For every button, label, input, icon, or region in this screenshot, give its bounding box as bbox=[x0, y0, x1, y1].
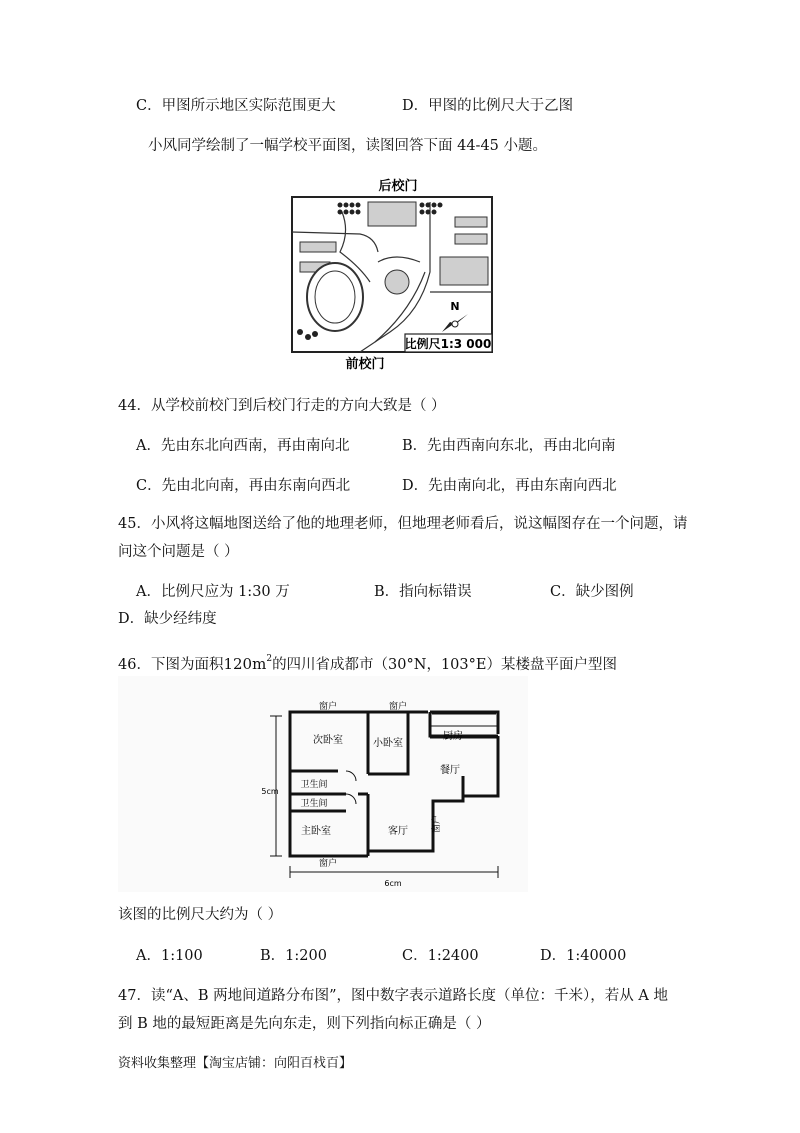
area-number: 120 bbox=[223, 655, 253, 673]
q45-stem-line1: 45．小风将这幅地图送给了他的地理老师，但地理老师看后，说这幅图存在一个问题，请 bbox=[118, 516, 688, 532]
building-right-1 bbox=[455, 217, 487, 227]
door-arc-1 bbox=[346, 771, 356, 781]
q44-option-d: D．先由南向北，再由东南向西北 bbox=[402, 478, 617, 494]
wall-right bbox=[464, 736, 498, 796]
label-bathroom-1: 卫生间 bbox=[300, 780, 328, 790]
area-formula bbox=[223, 655, 272, 673]
floor-plan bbox=[118, 676, 528, 892]
sports-field bbox=[315, 271, 355, 323]
intro-44-45: 小风同学绘制了一幅学校平面图，读图回答下面 44-45 小题。 bbox=[148, 138, 548, 154]
label-dining: 餐厅 bbox=[440, 765, 460, 776]
fountain bbox=[385, 270, 409, 294]
school-map bbox=[280, 172, 510, 372]
building-top bbox=[368, 202, 416, 226]
label-kitchen: 厨房 bbox=[443, 731, 463, 742]
q44-option-a: A．先由东北向西南，再由南向北 bbox=[136, 438, 350, 454]
dim-height: 5cm bbox=[261, 787, 279, 796]
q45-option-c: C．缺少图例 bbox=[550, 584, 634, 600]
q46-option-d: D．1:40000 bbox=[540, 948, 627, 964]
q44-option-c: C．先由北向南，再由东南向西北 bbox=[136, 478, 351, 494]
scale-text: 比例尺1:3 000 bbox=[404, 337, 492, 351]
q46-option-c: C．1:2400 bbox=[402, 948, 479, 964]
q46-stem-prefix: 46．下图为面积 bbox=[118, 657, 224, 673]
north-letter: N bbox=[450, 300, 460, 313]
area-exponent: 2 bbox=[266, 654, 273, 664]
q45-option-b: B．指向标错误 bbox=[374, 584, 472, 600]
q44-option-b: B．先由西南向东北，再由北向南 bbox=[402, 438, 616, 454]
q46-option-a: A．1:100 bbox=[136, 948, 203, 964]
label-master-bedroom: 主卧室 bbox=[301, 826, 331, 837]
building-left-1 bbox=[300, 242, 336, 252]
q46-stem bbox=[118, 651, 617, 675]
q45-option-d: D．缺少经纬度 bbox=[118, 611, 217, 627]
school-map-bottom-gate: 前校门 bbox=[345, 357, 385, 372]
window-bottom: 窗户 bbox=[318, 859, 338, 869]
area-unit: m bbox=[252, 655, 267, 673]
q46-option-b: B．1:200 bbox=[260, 948, 327, 964]
school-map-top-gate: 后校门 bbox=[378, 179, 418, 194]
q47-line1: 47．读“A、B 两地间道路分布图”，图中数字表示道路长度（单位：千米），若从 A 地 bbox=[118, 988, 668, 1004]
label-bathroom-2: 卫生间 bbox=[300, 799, 328, 809]
window-top-mid: 窗户 bbox=[388, 702, 408, 712]
label-second-bedroom: 次卧室 bbox=[313, 735, 343, 746]
q47-line2: 到 B 地的最短距离是先向东走，则下列指向标正确是（ ） bbox=[118, 1016, 491, 1032]
q46-followup: 该图的比例尺大约为（ ） bbox=[118, 907, 283, 923]
building-right-2 bbox=[455, 234, 487, 244]
q44-stem: 44．从学校前校门到后校门行走的方向大致是（ ） bbox=[118, 398, 446, 414]
wall-living bbox=[368, 776, 463, 851]
door-arc-2 bbox=[346, 794, 356, 804]
q45-stem-line2: 问这个问题是（ ） bbox=[118, 544, 239, 560]
q43-option-c: C．甲图所示地区实际范围更大 bbox=[136, 98, 336, 114]
dim-width: 6cm bbox=[384, 879, 402, 888]
kitchen-wall bbox=[430, 712, 498, 736]
label-living-room: 客厅 bbox=[388, 826, 408, 837]
window-right: 窗户 bbox=[432, 814, 442, 834]
label-small-bedroom: 小卧室 bbox=[373, 738, 403, 749]
q45-option-a: A．比例尺应为 1:30 万 bbox=[136, 584, 290, 600]
window-top-left: 窗户 bbox=[318, 702, 338, 712]
q46-stem-suffix: 的四川省成都市（30°N，103°E）某楼盘平面户型图 bbox=[272, 657, 617, 673]
footer: 资料收集整理【淘宝店铺：向阳百𣏾百】 bbox=[118, 1056, 353, 1071]
building-right-3 bbox=[440, 257, 488, 285]
q43-option-d: D．甲图的比例尺大于乙图 bbox=[402, 98, 574, 114]
